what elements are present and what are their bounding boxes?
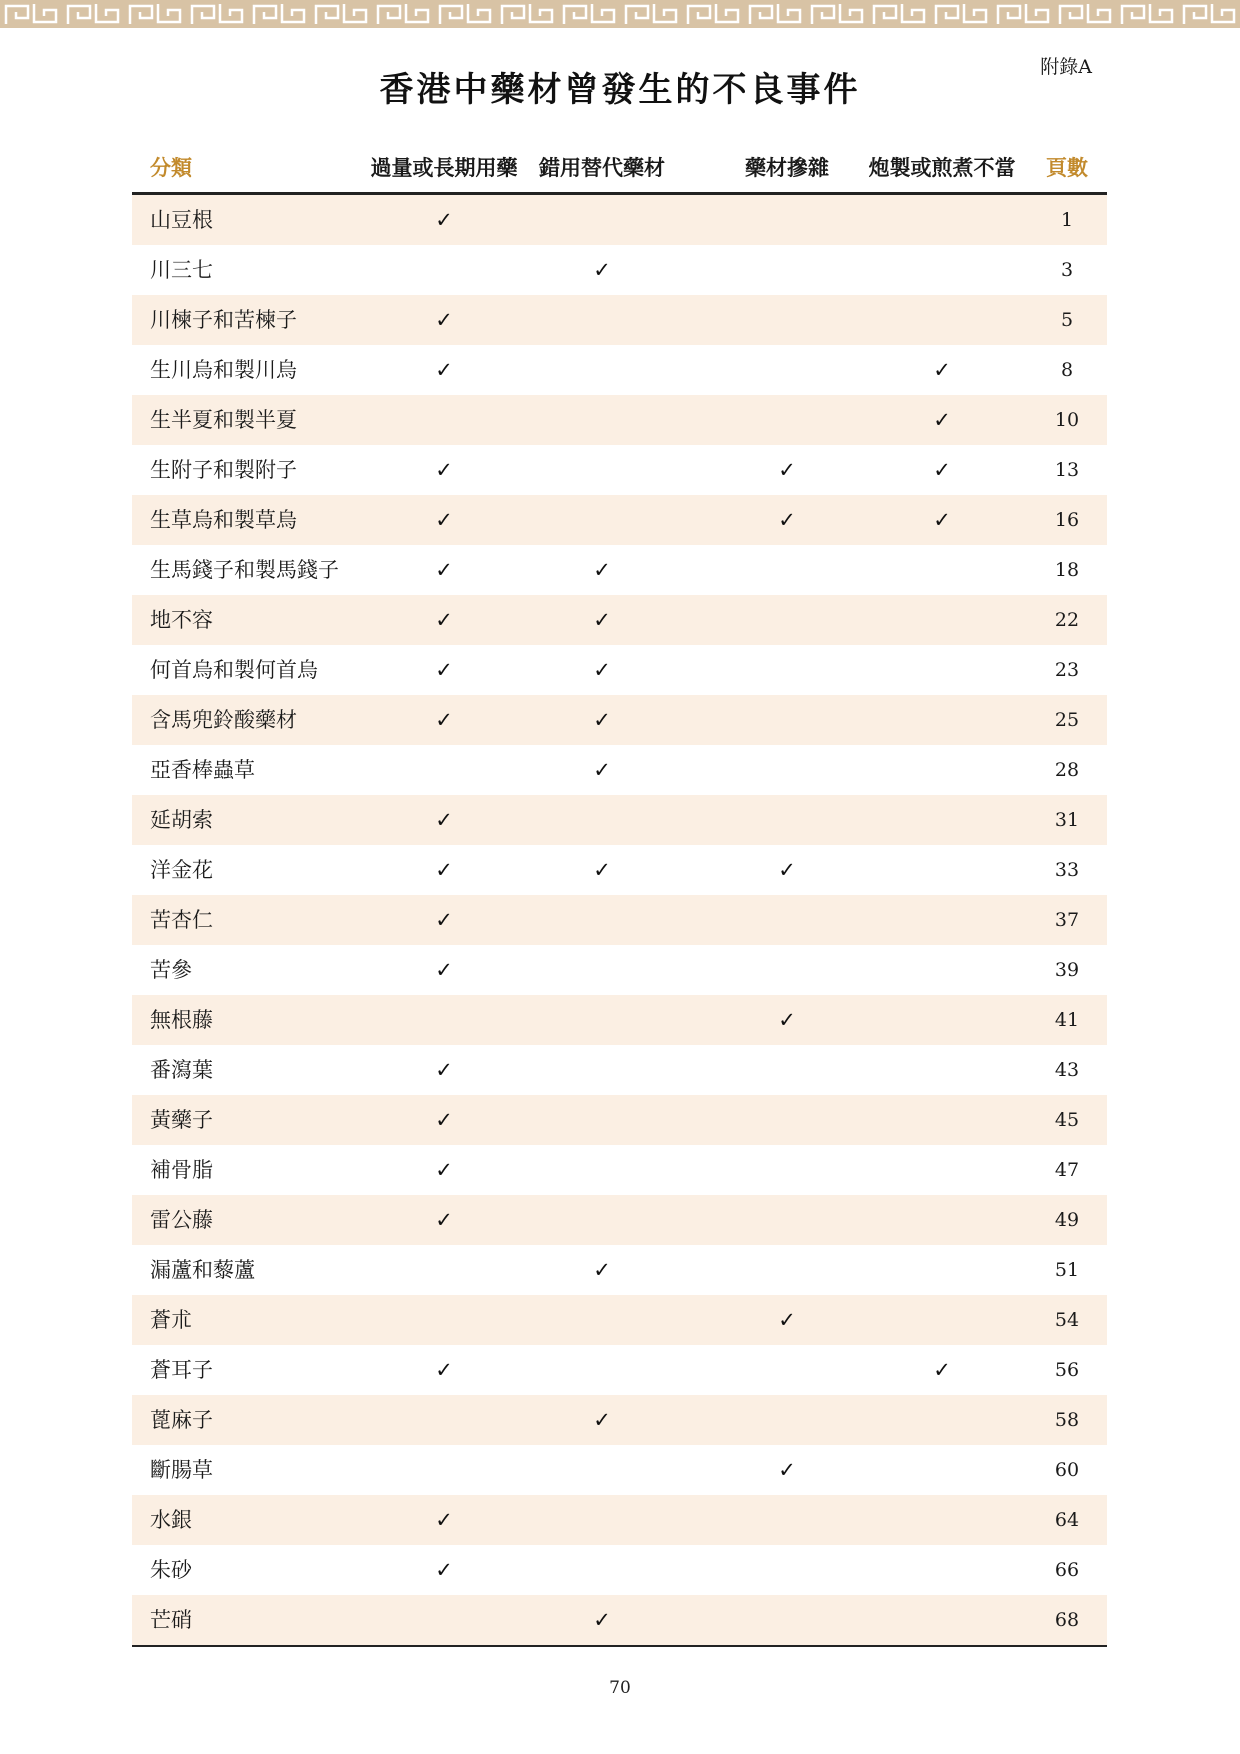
check-mark-icon-overdose: ✓ bbox=[435, 558, 453, 582]
row-category-name: 芒硝 bbox=[150, 1608, 192, 1632]
check-mark-icon-overdose: ✓ bbox=[435, 1558, 453, 1582]
row-page-number: 39 bbox=[1054, 959, 1080, 981]
check-mark-icon-overdose: ✓ bbox=[435, 358, 453, 382]
table-row bbox=[132, 945, 1107, 995]
row-category-name: 雷公藤 bbox=[150, 1208, 213, 1232]
adverse-events-table bbox=[132, 142, 1107, 1647]
table-row bbox=[132, 445, 1107, 495]
check-mark-icon-overdose: ✓ bbox=[435, 858, 453, 882]
check-mark-icon-improper-processing: ✓ bbox=[933, 508, 951, 532]
check-mark-icon-overdose: ✓ bbox=[435, 1208, 453, 1232]
row-category-name: 水銀 bbox=[150, 1508, 192, 1532]
check-mark-icon-adulteration: ✓ bbox=[778, 858, 796, 882]
check-mark-icon-wrong-substitute: ✓ bbox=[593, 558, 611, 582]
check-mark-icon-wrong-substitute: ✓ bbox=[593, 708, 611, 732]
check-mark-icon-overdose: ✓ bbox=[435, 808, 453, 832]
check-mark-icon-overdose: ✓ bbox=[435, 608, 453, 632]
row-page-number: 56 bbox=[1054, 1359, 1080, 1381]
row-category-name: 洋金花 bbox=[150, 858, 213, 882]
row-category-name: 生草烏和製草烏 bbox=[150, 508, 297, 532]
check-mark-icon-wrong-substitute: ✓ bbox=[593, 258, 611, 282]
table-row bbox=[132, 495, 1107, 545]
row-category-name: 漏蘆和藜蘆 bbox=[150, 1258, 255, 1282]
table-row bbox=[132, 245, 1107, 295]
row-category-name: 黃藥子 bbox=[150, 1108, 213, 1132]
row-page-number: 33 bbox=[1054, 859, 1080, 881]
check-mark-icon-adulteration: ✓ bbox=[778, 458, 796, 482]
row-category-name: 生半夏和製半夏 bbox=[150, 408, 297, 432]
row-page-number: 1 bbox=[1060, 209, 1074, 231]
table-row bbox=[132, 795, 1107, 845]
check-mark-icon-wrong-substitute: ✓ bbox=[593, 1408, 611, 1432]
table-row bbox=[132, 695, 1107, 745]
table-row bbox=[132, 1545, 1107, 1595]
table-row bbox=[132, 1445, 1107, 1495]
table-header-row bbox=[132, 142, 1107, 195]
row-category-name: 川三七 bbox=[150, 258, 213, 282]
header-adulteration: 藥材摻雜 bbox=[745, 155, 829, 180]
row-page-number: 5 bbox=[1060, 309, 1074, 331]
fret-pattern-icon bbox=[0, 0, 1240, 28]
row-page-number: 10 bbox=[1054, 409, 1080, 431]
check-mark-icon-wrong-substitute: ✓ bbox=[593, 758, 611, 782]
row-page-number: 43 bbox=[1054, 1059, 1080, 1081]
row-page-number: 64 bbox=[1054, 1509, 1080, 1531]
check-mark-icon-overdose: ✓ bbox=[435, 508, 453, 532]
row-category-name: 番瀉葉 bbox=[150, 1058, 213, 1082]
check-mark-icon-overdose: ✓ bbox=[435, 1158, 453, 1182]
check-mark-icon-improper-processing: ✓ bbox=[933, 408, 951, 432]
check-mark-icon-overdose: ✓ bbox=[435, 1108, 453, 1132]
header-overdose: 過量或長期用藥 bbox=[370, 155, 518, 180]
table-row bbox=[132, 845, 1107, 895]
table-row bbox=[132, 1495, 1107, 1545]
check-mark-icon-overdose: ✓ bbox=[435, 1508, 453, 1532]
row-page-number: 68 bbox=[1054, 1609, 1080, 1631]
row-category-name: 含馬兜鈴酸藥材 bbox=[150, 708, 297, 732]
table-row bbox=[132, 1145, 1107, 1195]
table-row bbox=[132, 395, 1107, 445]
row-page-number: 25 bbox=[1054, 709, 1080, 731]
check-mark-icon-improper-processing: ✓ bbox=[933, 1358, 951, 1382]
check-mark-icon-overdose: ✓ bbox=[435, 308, 453, 332]
row-category-name: 補骨脂 bbox=[150, 1158, 213, 1182]
check-mark-icon-wrong-substitute: ✓ bbox=[593, 658, 611, 682]
row-page-number: 51 bbox=[1054, 1259, 1080, 1281]
header-category: 分類 bbox=[150, 155, 192, 180]
table-row bbox=[132, 345, 1107, 395]
row-page-number: 28 bbox=[1054, 759, 1080, 781]
row-category-name: 生川烏和製川烏 bbox=[150, 358, 297, 382]
check-mark-icon-overdose: ✓ bbox=[435, 458, 453, 482]
table-row bbox=[132, 1395, 1107, 1445]
check-mark-icon-improper-processing: ✓ bbox=[933, 458, 951, 482]
row-page-number: 16 bbox=[1054, 509, 1080, 531]
table-row bbox=[132, 595, 1107, 645]
row-category-name: 蓖麻子 bbox=[150, 1408, 213, 1432]
header-wrong-substitute: 錯用替代藥材 bbox=[539, 155, 665, 180]
check-mark-icon-overdose: ✓ bbox=[435, 958, 453, 982]
row-category-name: 苦杏仁 bbox=[150, 908, 213, 932]
appendix-label: 附錄A bbox=[1040, 56, 1092, 78]
check-mark-icon-adulteration: ✓ bbox=[778, 508, 796, 532]
check-mark-icon-adulteration: ✓ bbox=[778, 1458, 796, 1482]
row-page-number: 54 bbox=[1054, 1309, 1080, 1331]
page-title: 香港中藥材曾發生的不良事件 bbox=[379, 70, 861, 110]
row-page-number: 47 bbox=[1054, 1159, 1080, 1181]
row-page-number: 18 bbox=[1054, 559, 1080, 581]
check-mark-icon-wrong-substitute: ✓ bbox=[593, 1258, 611, 1282]
row-category-name: 川楝子和苦楝子 bbox=[150, 308, 297, 332]
check-mark-icon-overdose: ✓ bbox=[435, 208, 453, 232]
row-page-number: 60 bbox=[1054, 1459, 1080, 1481]
row-page-number: 13 bbox=[1054, 459, 1080, 481]
table-row bbox=[132, 995, 1107, 1045]
table-row bbox=[132, 1295, 1107, 1345]
table-row bbox=[132, 645, 1107, 695]
row-category-name: 亞香棒蟲草 bbox=[150, 758, 255, 782]
row-category-name: 生馬錢子和製馬錢子 bbox=[150, 558, 339, 582]
row-category-name: 蒼朮 bbox=[150, 1308, 192, 1332]
row-category-name: 山豆根 bbox=[150, 208, 213, 232]
check-mark-icon-overdose: ✓ bbox=[435, 1058, 453, 1082]
check-mark-icon-overdose: ✓ bbox=[435, 658, 453, 682]
row-page-number: 31 bbox=[1054, 809, 1080, 831]
table-row bbox=[132, 1095, 1107, 1145]
table-row bbox=[132, 195, 1107, 245]
row-page-number: 8 bbox=[1060, 359, 1074, 381]
table-row bbox=[132, 1195, 1107, 1245]
table-row bbox=[132, 1595, 1107, 1645]
row-page-number: 45 bbox=[1054, 1109, 1080, 1131]
row-page-number: 66 bbox=[1054, 1559, 1080, 1581]
decorative-border-band bbox=[0, 0, 1240, 28]
row-page-number: 3 bbox=[1060, 259, 1074, 281]
table-row bbox=[132, 895, 1107, 945]
row-category-name: 地不容 bbox=[150, 608, 213, 632]
table-body bbox=[132, 195, 1107, 1647]
row-category-name: 無根藤 bbox=[150, 1008, 213, 1032]
check-mark-icon-wrong-substitute: ✓ bbox=[593, 858, 611, 882]
row-category-name: 斷腸草 bbox=[150, 1458, 213, 1482]
table-row bbox=[132, 1345, 1107, 1395]
check-mark-icon-overdose: ✓ bbox=[435, 1358, 453, 1382]
check-mark-icon-improper-processing: ✓ bbox=[933, 358, 951, 382]
row-category-name: 蒼耳子 bbox=[150, 1358, 213, 1382]
row-page-number: 23 bbox=[1054, 659, 1080, 681]
row-page-number: 58 bbox=[1054, 1409, 1080, 1431]
check-mark-icon-wrong-substitute: ✓ bbox=[593, 1608, 611, 1632]
page-number: 70 bbox=[609, 1678, 631, 1698]
table-row bbox=[132, 295, 1107, 345]
table-row bbox=[132, 1045, 1107, 1095]
row-page-number: 49 bbox=[1054, 1209, 1080, 1231]
table-row bbox=[132, 1245, 1107, 1295]
row-category-name: 何首烏和製何首烏 bbox=[150, 658, 318, 682]
table-row bbox=[132, 545, 1107, 595]
header-page: 頁數 bbox=[1046, 155, 1088, 180]
check-mark-icon-overdose: ✓ bbox=[435, 708, 453, 732]
row-category-name: 朱砂 bbox=[150, 1558, 192, 1582]
row-page-number: 22 bbox=[1054, 609, 1080, 631]
header-improper-processing: 炮製或煎煮不當 bbox=[868, 155, 1016, 180]
row-page-number: 41 bbox=[1054, 1009, 1080, 1031]
row-page-number: 37 bbox=[1054, 909, 1080, 931]
row-category-name: 延胡索 bbox=[150, 808, 213, 832]
row-category-name: 苦參 bbox=[150, 958, 192, 982]
table-row bbox=[132, 745, 1107, 795]
check-mark-icon-adulteration: ✓ bbox=[778, 1008, 796, 1032]
row-category-name: 生附子和製附子 bbox=[150, 458, 297, 482]
check-mark-icon-adulteration: ✓ bbox=[778, 1308, 796, 1332]
check-mark-icon-wrong-substitute: ✓ bbox=[593, 608, 611, 632]
check-mark-icon-overdose: ✓ bbox=[435, 908, 453, 932]
